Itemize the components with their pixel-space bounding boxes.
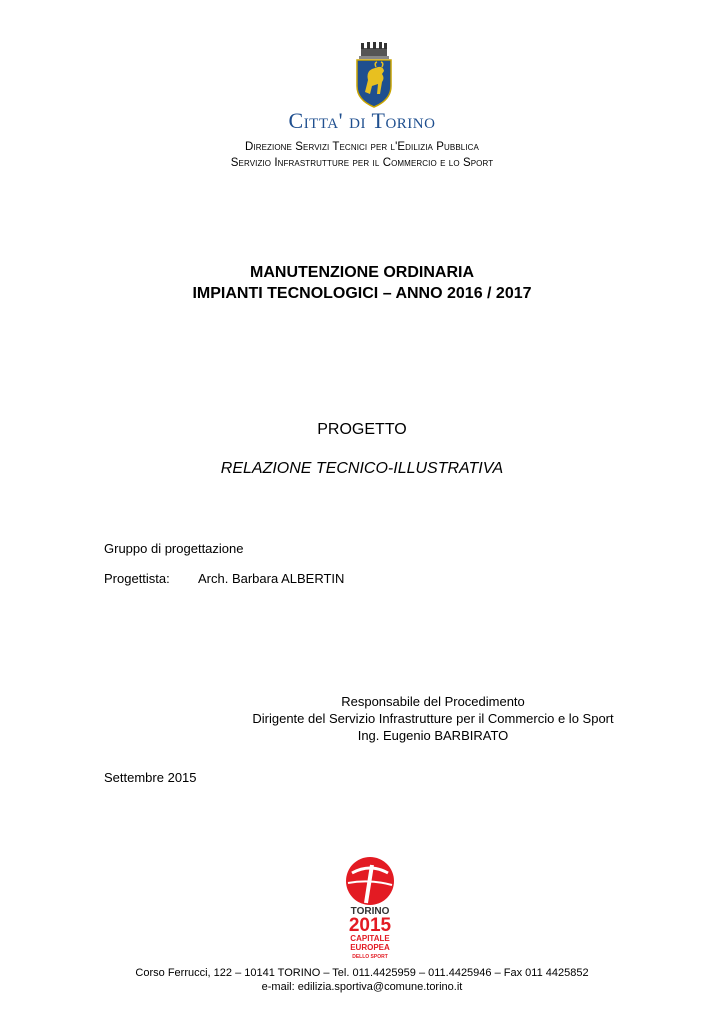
document-title-line-2: IMPIANTI TECNOLOGICI – ANNO 2016 / 2017 [192,285,532,302]
responsible-name: Ing. Eugenio BARBIRATO [357,728,509,743]
designer-label: Progettista: [104,571,170,586]
logo-text-sport: DELLO SPORT [352,954,388,960]
footer-address: Corso Ferrucci, 122 – 10141 TORINO – Tel. 011.4425959 – 011.4425946 – Fax 011 4425852 [135,967,589,979]
responsible-block [246,693,620,744]
document-subtitle: RELAZIONE TECNICO-ILLUSTRATIVA [220,460,504,477]
section-heading: PROGETTO [317,421,407,438]
city-title: Citta' di Torino [288,108,436,133]
torino-crest-icon [352,42,396,108]
torino-2015-logo [338,855,402,963]
logo-text-europea: EUROPEA [350,943,390,952]
logo-text-capitale: CAPITALE [350,934,390,943]
responsible-role: Responsabile del Procedimento [341,694,525,709]
document-date: Settembre 2015 [104,770,197,785]
logo-text-year: 2015 [348,915,392,936]
logo-text-torino: TORINO [350,906,390,917]
document-title-line-1: MANUTENZIONE ORDINARIA [250,264,474,281]
responsible-office: Dirigente del Servizio Infrastrutture per il Commercio e lo Sport [252,711,614,726]
designer-name: Arch. Barbara ALBERTIN [198,571,345,586]
department-line-2: Servizio Infrastrutture per il Commercio e lo Sport [230,157,494,169]
department-line-1: Direzione Servizi Tecnici per l'Edilizia Pubblica [245,141,479,153]
design-group-label: Gruppo di progettazione [104,541,244,556]
footer-email: e-mail: edilizia.sportiva@comune.torino.it [261,981,463,993]
